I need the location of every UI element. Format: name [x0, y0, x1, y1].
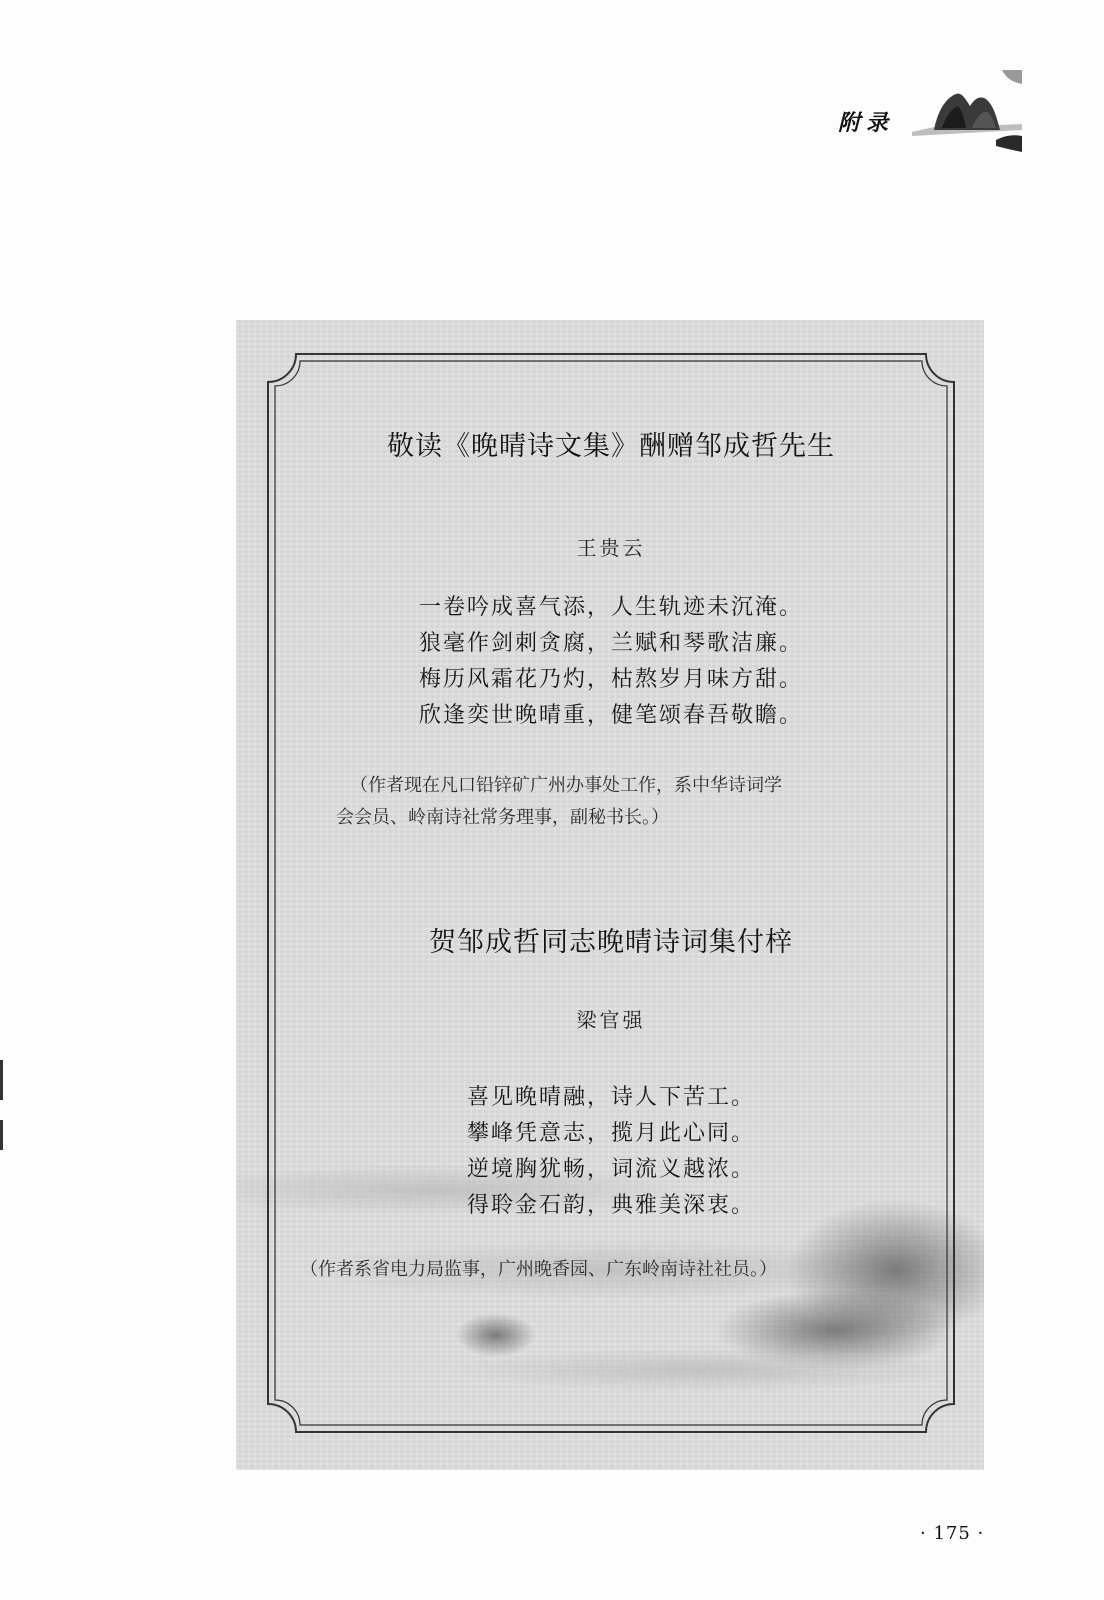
- poem-line: 梅历风霜花乃灼，枯熬岁月味方甜。: [418, 667, 803, 692]
- poem-line: 得聆金石韵，典雅美深衷。: [466, 1193, 755, 1218]
- poem2-title: 贺邹成哲同志晚晴诗词集付梓: [429, 927, 793, 958]
- poem-line: 欣逢奕世晚晴重，健笔颂春吾敬瞻。: [418, 703, 803, 728]
- poem-line: 狼毫作剑刺贪腐，兰赋和琴歌洁廉。: [418, 631, 803, 656]
- poem1-title: 敬读《晚晴诗文集》酬赠邹成哲先生: [387, 431, 835, 462]
- poem-line: 攀峰凭意志，揽月此心同。: [466, 1121, 755, 1146]
- section-label: 附录: [838, 110, 895, 136]
- poem2-author-note: （作者系省电力局监事，广州晚香园、广东岭南诗社社员。）: [300, 1259, 777, 1280]
- poem-line: 喜见晚晴融，诗人下苦工。: [466, 1085, 755, 1110]
- poem1-body: [266, 590, 956, 734]
- scan-edge-mark: [0, 1120, 3, 1150]
- poem2-author: 梁官强: [576, 1008, 646, 1032]
- poem1-author-note: [336, 770, 896, 834]
- poem-line: 逆境胸犹畅，词流义越浓。: [466, 1157, 755, 1182]
- poem2-body: [266, 1080, 956, 1224]
- note-line: 会会员、岭南诗社常务理事，副秘书长。）: [336, 807, 669, 828]
- note-line: （作者现在凡口铅锌矿广州办事处工作，系中华诗词学: [350, 775, 782, 796]
- page-number: · 175 ·: [920, 1523, 985, 1544]
- poem1-author: 王贵云: [576, 536, 646, 560]
- scan-edge-mark: [0, 1060, 3, 1100]
- ink-landscape-icon: [912, 70, 1022, 170]
- poem-line: 一卷吟成喜气添，人生轨迹未沉淹。: [418, 595, 803, 620]
